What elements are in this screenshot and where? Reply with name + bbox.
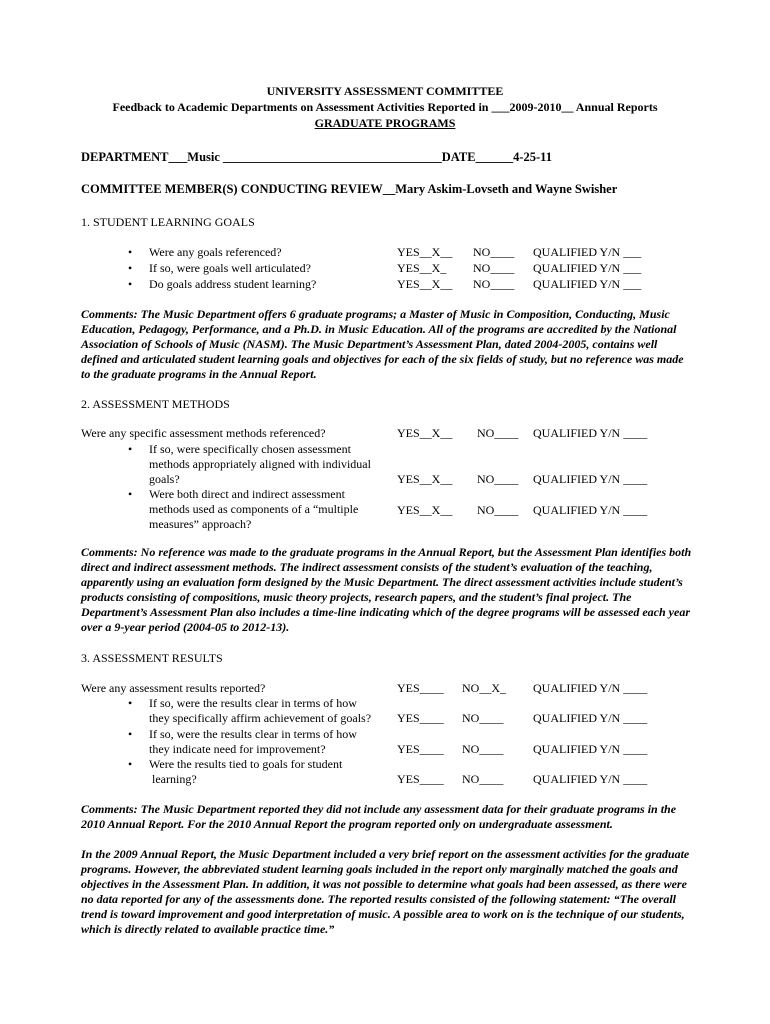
- bullet-icon: •: [128, 442, 133, 456]
- s2-q2-yes: YES__X__: [397, 472, 453, 486]
- s3-q1-yes: YES____: [397, 681, 444, 695]
- section1-title: 1. STUDENT LEARNING GOALS: [81, 215, 255, 229]
- s1-q1-yes: YES__X__: [397, 245, 453, 259]
- s1-q3-no: NO____: [473, 277, 515, 291]
- s2-question-2: If so, were specifically chosen assessment methods appropriately aligned with individual goals?: [149, 442, 371, 486]
- bullet-icon: •: [128, 727, 133, 741]
- s3-q2-no: NO____: [462, 711, 504, 725]
- s2-q1-no: NO____: [477, 426, 519, 440]
- s3-comments: Comments: The Music Department reported they did not include any assessment data for their graduate programs in the 2010 Annual Report. For the 2010 Annual Report the program reported only on undergraduate assessment.: [81, 802, 677, 831]
- s3-question-1: Were any assessment results reported?: [81, 681, 266, 695]
- s2-comments: Comments: No reference was made to the graduate programs in the Annual Report, but the Assessment Plan identifies both direct and indirect assessment methods. The indirect assessment consists of the student’s evaluation of the teaching, apparently using an evaluation form designed by the Music Department. The direct assessment activities include student’s products consisting of compositions, music theory projects, research papers, and the student’s final project. The Department’s Assessment Plan also includes a time-line indicating which of the degree programs will be assessed each year over a 9-year period (2004-05 to 2012-13).: [81, 545, 692, 634]
- s1-question-3: Do goals address student learning?: [149, 277, 317, 291]
- s3-comments-2: In the 2009 Annual Report, the Music Department included a very brief report on the assessment activities for the graduate programs. However, the abbreviated student learning goals included in the report only marginally matched the goals and objectives in the Assessment Plan. In addition, it was not possible to determine what goals had been assessed, as there were no data reported for any of the assessments done. The reported results consisted of the following statement: “The overall trend is toward improvement and good interpretation of music. A possible area to work on is the technique of our students, which is directly related to available practice time.”: [81, 847, 690, 936]
- s3-q4-qualified: QUALIFIED Y/N ____: [533, 772, 648, 786]
- s2-q3-yes: YES__X__: [397, 503, 453, 517]
- doc-title: UNIVERSITY ASSESSMENT COMMITTEE: [266, 84, 504, 98]
- s1-comments: Comments: The Music Department offers 6 graduate programs; a Master of Music in Composition, Conducting, Music Education, Pedagogy, Performance, and a Ph.D. in Music Education. All of the programs are accredited by the National Association of Schools of Music (NASM). The Music Department’s Assessment Plan, dated 2004-2005, contains well defined and articulated student learning goals and objectives for each of the six fields of study, but no reference was made to the graduate programs in the Annual Report.: [81, 307, 684, 381]
- s1-q3-qualified: QUALIFIED Y/N ___: [533, 277, 642, 291]
- bullet-icon: •: [128, 757, 133, 771]
- s3-q1-qualified: QUALIFIED Y/N ____: [533, 681, 648, 695]
- department-line: DEPARTMENT___Music ___________________________________DATE______4-25-11: [81, 150, 552, 164]
- bullet-icon: •: [128, 277, 133, 291]
- s3-q2-qualified: QUALIFIED Y/N ____: [533, 711, 648, 725]
- s3-question-2: If so, were the results clear in terms of how they specifically affirm achievement of goals?: [149, 696, 372, 725]
- s2-q1-qualified: QUALIFIED Y/N ____: [533, 426, 648, 440]
- bullet-icon: •: [128, 487, 133, 501]
- doc-program-heading: GRADUATE PROGRAMS: [314, 116, 456, 130]
- s1-q2-yes: YES__X_: [397, 261, 447, 275]
- s3-q3-yes: YES____: [397, 742, 444, 756]
- bullet-icon: •: [128, 696, 133, 710]
- s1-q3-yes: YES__X__: [397, 277, 453, 291]
- s3-q3-qualified: QUALIFIED Y/N ____: [533, 742, 648, 756]
- s2-q2-no: NO____: [477, 472, 519, 486]
- bullet-icon: •: [128, 245, 133, 259]
- s1-q1-no: NO____: [473, 245, 515, 259]
- s3-question-4: Were the results tied to goals for student learning?: [149, 757, 343, 786]
- s2-q2-qualified: QUALIFIED Y/N ____: [533, 472, 648, 486]
- s2-question-1: Were any specific assessment methods referenced?: [81, 426, 326, 440]
- committee-line: COMMITTEE MEMBER(S) CONDUCTING REVIEW__Mary Askim-Lovseth and Wayne Swisher: [81, 182, 618, 196]
- section2-title: 2. ASSESSMENT METHODS: [81, 397, 230, 411]
- s3-q3-no: NO____: [462, 742, 504, 756]
- s1-q1-qualified: QUALIFIED Y/N ___: [533, 245, 642, 259]
- s3-q4-no: NO____: [462, 772, 504, 786]
- s1-question-2: If so, were goals well articulated?: [149, 261, 311, 275]
- s2-question-3: Were both direct and indirect assessment methods used as components of a “multiple measures” approach?: [149, 487, 359, 531]
- s1-q2-no: NO____: [473, 261, 515, 275]
- s2-q3-no: NO____: [477, 503, 519, 517]
- s1-q2-qualified: QUALIFIED Y/N ___: [533, 261, 642, 275]
- s1-question-1: Were any goals referenced?: [149, 245, 282, 259]
- s3-q1-no: NO__X_: [462, 681, 506, 695]
- s3-question-3: If so, were the results clear in terms of how they indicate need for improvement?: [149, 727, 357, 756]
- s2-q1-yes: YES__X__: [397, 426, 453, 440]
- s3-q2-yes: YES____: [397, 711, 444, 725]
- section3-title: 3. ASSESSMENT RESULTS: [81, 651, 223, 665]
- bullet-icon: •: [128, 261, 133, 275]
- doc-subtitle: Feedback to Academic Departments on Assessment Activities Reported in ___2009-2010__ Annual Reports: [112, 100, 658, 114]
- s2-q3-qualified: QUALIFIED Y/N ____: [533, 503, 648, 517]
- s3-q4-yes: YES____: [397, 772, 444, 786]
